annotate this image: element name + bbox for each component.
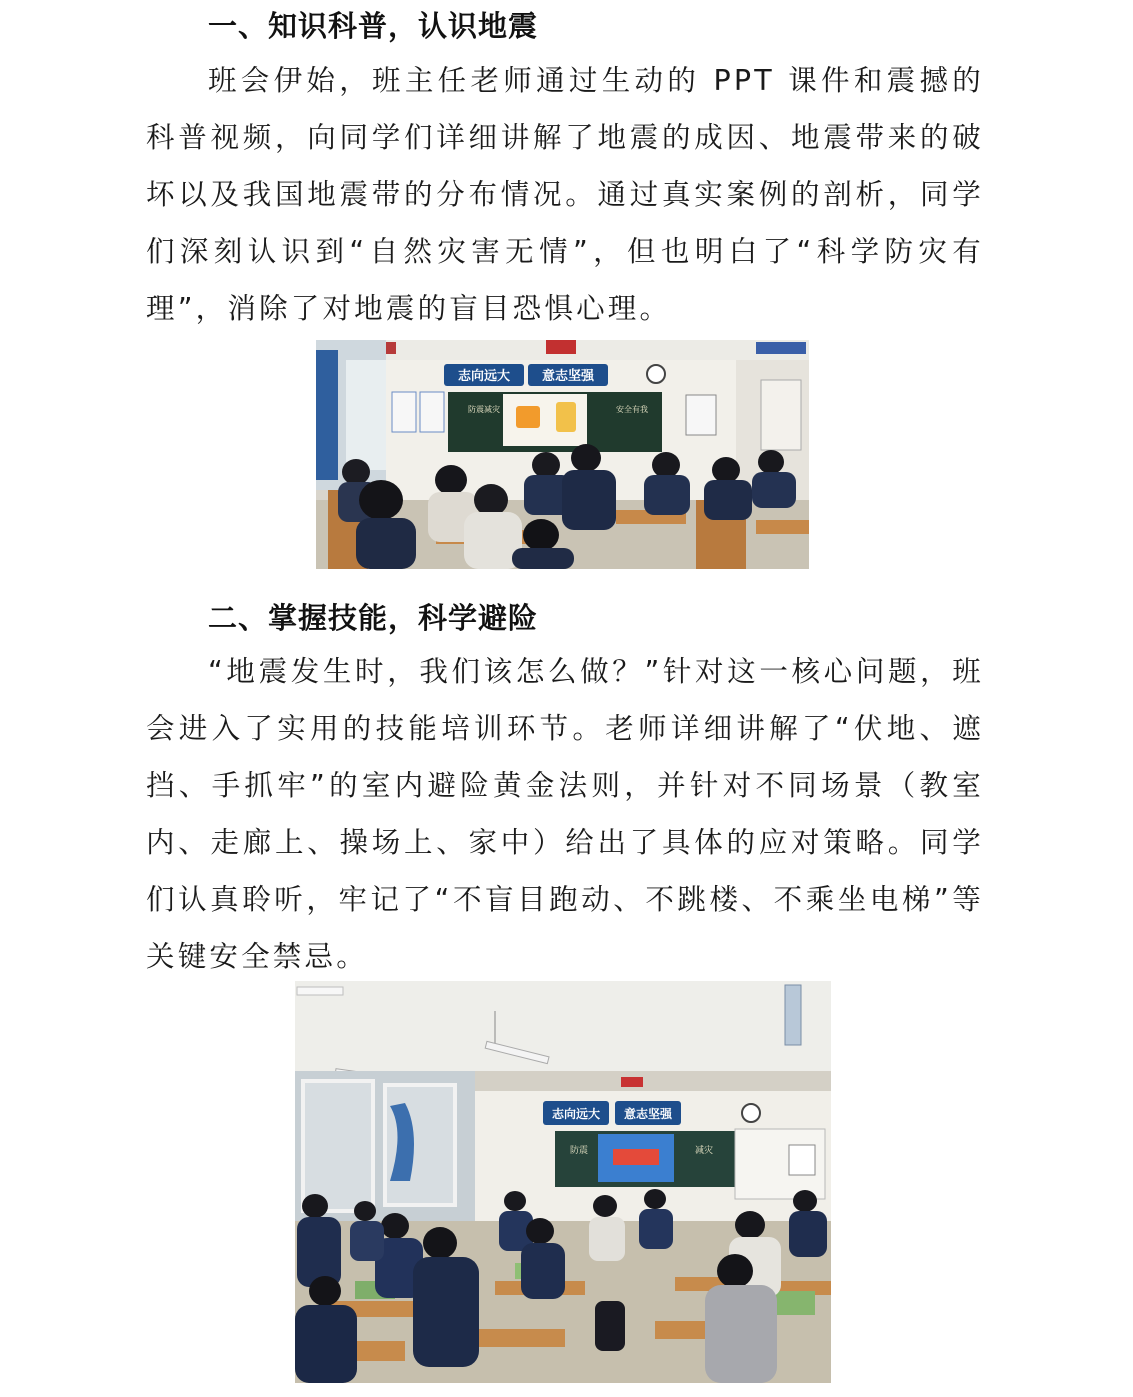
section-heading-2: 二、掌握技能，科学避险 xyxy=(208,601,539,635)
section-paragraph-1: 班会伊始，班主任老师通过生动的 PPT 课件和震撼的科普视频，向同学们详细讲解了地震的成因、地震带来的破坏以及我国地震带的分布情况。通过真实案例的剖析，同学们深刻认识到“自然灾害无情”，但也明白了“科学防灾有理”，消除了对地震的盲目恐惧心理。 xyxy=(146,64,984,325)
photo1-banner-right: 意志坚强 xyxy=(541,369,595,384)
classroom-photo-1 xyxy=(316,340,809,569)
photo2-board-right: 减灾 xyxy=(695,1146,714,1156)
photo2-banner-right: 意志坚强 xyxy=(623,1107,673,1121)
photo1-board-right: 安全有我 xyxy=(616,405,648,414)
photo2-board-left: 防震 xyxy=(570,1146,589,1156)
classroom-photo-2 xyxy=(295,981,831,1383)
photo1-banner-left: 志向远大 xyxy=(457,369,511,384)
photo2-banner-left: 志向远大 xyxy=(551,1107,601,1121)
section-paragraph-2: “地震发生时，我们该怎么做？”针对这一核心问题，班会进入了实用的技能培训环节。老师详细讲解了“伏地、遮挡、手抓牢”的室内避险黄金法则，并针对不同场景（教室内、走廊上、操场上、家中）给出了具体的应对策略。同学们认真聆听，牢记了“不盲目跑动、不跳楼、不乘坐电梯”等关键安全禁忌。 xyxy=(146,655,984,973)
section-heading-1: 一、知识科普，认识地震 xyxy=(208,9,539,43)
photo1-board-left: 防震减灾 xyxy=(468,405,500,414)
